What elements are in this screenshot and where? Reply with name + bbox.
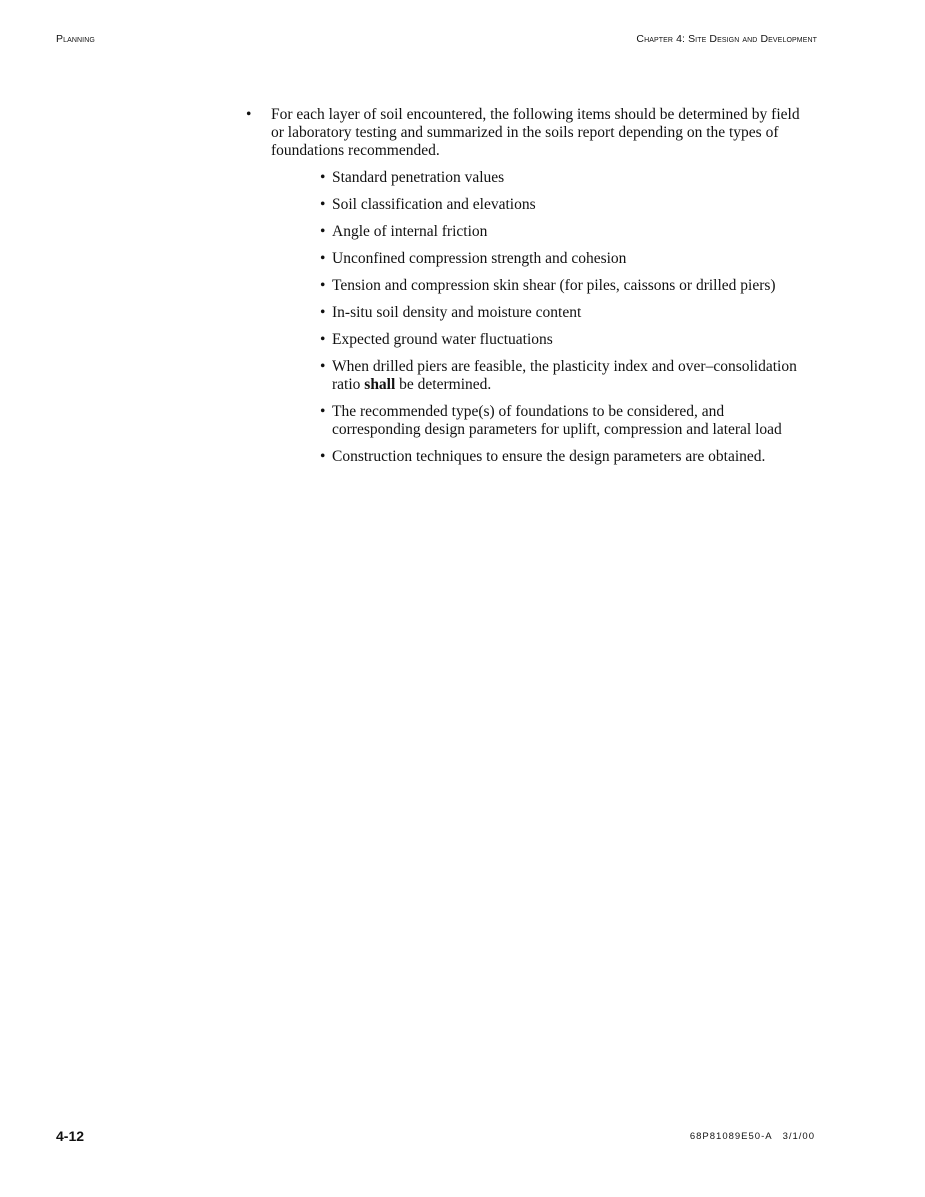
main-content — [246, 106, 816, 475]
bullet-icon: • — [320, 169, 326, 186]
bullet-icon: • — [320, 196, 326, 213]
bullet-icon: • — [320, 448, 326, 465]
list-item — [320, 277, 816, 295]
soil-test-list — [271, 169, 816, 466]
bullet-icon: • — [320, 277, 326, 294]
outer-list-item — [246, 106, 816, 466]
bullet-icon: • — [320, 304, 326, 321]
document-date: 3/1/00 — [782, 1131, 815, 1142]
bullet-icon: • — [320, 403, 326, 420]
list-item-text: Expected ground water fluctuations — [332, 331, 553, 348]
list-item — [320, 403, 816, 439]
list-item-text: Unconfined compression strength and cohesion — [332, 250, 627, 267]
bullet-icon: • — [246, 106, 252, 123]
bullet-icon: • — [320, 223, 326, 240]
document-id — [690, 1131, 815, 1142]
list-item-text: Tension and compression skin shear (for piles, caissons or drilled piers) — [332, 277, 776, 294]
list-item — [320, 331, 816, 349]
list-item — [320, 169, 816, 187]
intro-paragraph: For each layer of soil encountered, the following items should be determined by field or laboratory testing and summarized in the soils report depending on the types of foundations recommended. — [271, 106, 800, 159]
bullet-icon: • — [320, 358, 326, 375]
running-head-right: Chapter 4: Site Design and Development — [636, 33, 817, 45]
list-item-text-before: When drilled piers are feasible, the plasticity index and over–consolidation ratio — [332, 358, 797, 393]
page-number: 4-12 — [56, 1128, 85, 1144]
list-item-text: The recommended type(s) of foundations to be considered, and corresponding design parameters for uplift, compression and lateral load — [332, 403, 782, 438]
list-item — [320, 448, 816, 466]
bullet-icon: • — [320, 331, 326, 348]
list-item-text: Soil classification and elevations — [332, 196, 536, 213]
list-item-emphasis: shall — [364, 376, 396, 393]
list-item — [320, 196, 816, 214]
running-head-left: Planning — [56, 33, 95, 45]
bullet-icon: • — [320, 250, 326, 267]
list-item — [320, 358, 816, 394]
list-item-text: Construction techniques to ensure the design parameters are obtained. — [332, 448, 766, 465]
list-item-text: Standard penetration values — [332, 169, 505, 186]
list-item — [320, 250, 816, 268]
list-item — [320, 223, 816, 241]
list-item-text: In-situ soil density and moisture content — [332, 304, 582, 321]
list-item-text-after: be determined. — [395, 376, 492, 393]
document-number: 68P81089E50-A — [689, 1131, 773, 1142]
list-item — [320, 304, 816, 322]
list-item-text: Angle of internal friction — [332, 223, 488, 240]
